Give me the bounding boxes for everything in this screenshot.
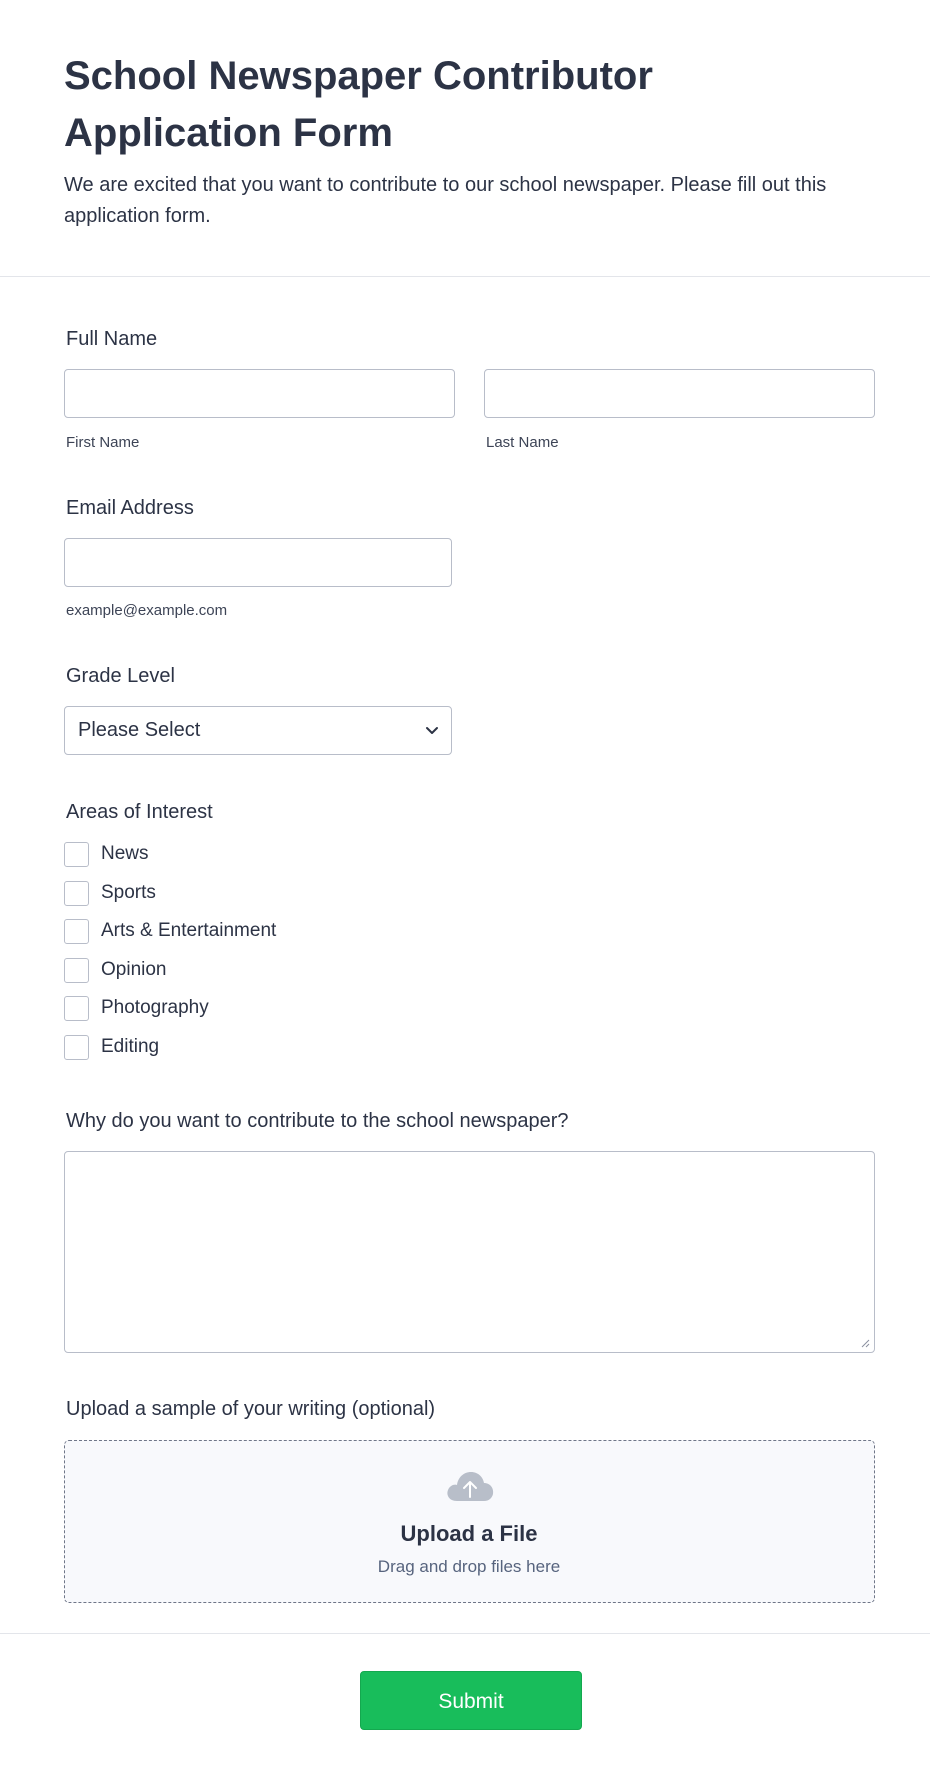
checkbox-label: Arts & Entertainment [101,920,277,941]
upload-label: Upload a sample of your writing (optional) [66,1398,436,1420]
cloud-upload-icon [445,1467,495,1503]
grade-level-selected: Please Select [78,719,201,741]
checkbox[interactable] [64,958,89,983]
why-textarea[interactable] [64,1151,875,1353]
header-divider [0,276,930,277]
email-label: Email Address [66,497,194,519]
checkbox[interactable] [64,996,89,1021]
why-label: Why do you want to contribute to the school newspaper? [66,1110,569,1132]
submit-button[interactable]: Submit [360,1671,582,1730]
footer-divider [0,1633,930,1634]
grade-level-label: Grade Level [66,665,175,687]
full-name-label: Full Name [66,328,158,350]
checkbox-label: Sports [101,882,156,903]
page-title: School Newspaper Contributor Application Form [64,54,653,155]
file-upload-dropzone[interactable] [64,1440,875,1603]
checkbox[interactable] [64,842,89,867]
chevron-down-icon [425,723,439,737]
first-name-sublabel: First Name [66,434,140,451]
email-field[interactable] [64,538,452,587]
checkbox-label: Editing [101,1036,160,1057]
upload-subtitle: Drag and drop files here [377,1557,561,1576]
upload-title: Upload a File [400,1521,538,1546]
grade-level-select[interactable] [64,706,452,755]
interests-label: Areas of Interest [66,801,213,823]
checkbox-label: Opinion [101,959,167,980]
checkbox[interactable] [64,919,89,944]
checkbox-label: Photography [101,997,209,1018]
last-name-input[interactable] [484,369,875,418]
email-sublabel: example@example.com [66,602,228,619]
last-name-sublabel: Last Name [486,434,559,451]
page-subtitle: We are excited that you want to contribute to our school newspaper. Please fill out this application form. [64,174,827,227]
checkbox[interactable] [64,881,89,906]
checkbox[interactable] [64,1035,89,1060]
form-header [64,48,864,232]
first-name-input[interactable] [64,369,455,418]
resize-handle-icon[interactable] [860,1338,870,1348]
checkbox-label: News [101,843,149,864]
